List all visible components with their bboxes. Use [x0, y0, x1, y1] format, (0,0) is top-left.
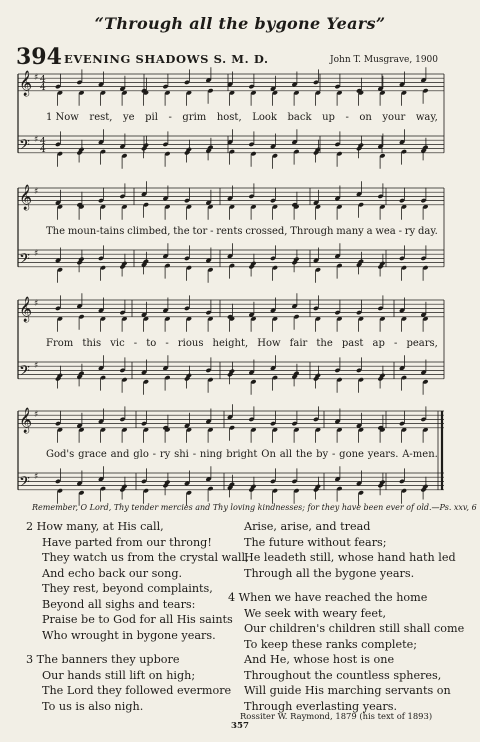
verse-line: Will guide His marching servants on — [244, 684, 451, 697]
lyric-syllable: From — [46, 338, 74, 349]
verse-line: Throughout the countless spheres, — [244, 668, 442, 682]
lyric-syllable: pears, — [406, 338, 438, 349]
music-system — [14, 180, 446, 278]
lyric-syllable: - — [165, 338, 169, 349]
verse-line: They watch us from the crystal wall, — [42, 551, 249, 564]
lyric-syllable: - — [331, 449, 336, 460]
verse-line: Praise be to God for all His saints — [42, 613, 233, 626]
music-system — [14, 292, 446, 390]
svg-text:4: 4 — [40, 83, 46, 93]
lyric-syllable: - — [398, 226, 402, 237]
lyric-syllable: bright — [226, 449, 258, 460]
verse-line: And echo back our song. — [42, 566, 183, 580]
lyric-line — [46, 112, 438, 123]
verse-line: To keep these ranks complete; — [244, 637, 418, 651]
lyric-syllable: and — [110, 449, 130, 460]
hymn-heading: “Through all the bygone Years” — [94, 14, 386, 33]
lyric-syllable: - — [210, 226, 214, 237]
lyric-syllable: 1 Now — [46, 112, 79, 123]
hymn-number: 394 — [16, 44, 62, 70]
tune-name: EVENING SHADOWS S. M. D. — [64, 52, 269, 66]
verse-line: To us is also nigh. — [42, 699, 144, 713]
lyric-syllable: God's — [46, 449, 75, 460]
lyric-syllable: climbed, — [127, 226, 171, 237]
lyric-syllable: all — [279, 449, 293, 460]
svg-text:♯: ♯ — [34, 410, 39, 420]
verse-line: And He, whose host is one — [244, 653, 395, 666]
svg-text:𝄢: 𝄢 — [19, 362, 30, 383]
lyric-syllable: gone — [339, 449, 364, 460]
lyric-syllable: up — [322, 112, 335, 123]
lyric-line — [46, 449, 438, 460]
svg-text:♯: ♯ — [34, 187, 39, 197]
verse-line: Through all the bygone years. — [244, 566, 415, 580]
verse-line: The Lord they followed evermore — [42, 684, 232, 697]
lyric-syllable: many — [336, 226, 364, 237]
svg-text:𝄞: 𝄞 — [19, 184, 33, 210]
music-system — [14, 66, 446, 164]
lyric-syllable: pil — [145, 112, 158, 123]
lyric-syllable: ap — [372, 338, 385, 349]
lyric-syllable: ye — [123, 112, 135, 123]
lyric-syllable: glo — [133, 449, 149, 460]
lyric-syllable: - — [168, 112, 172, 123]
lyric-syllable: On — [261, 449, 276, 460]
verse-line: The future without fears; — [244, 535, 387, 549]
lyric-syllable: grim — [182, 112, 207, 123]
lyric-syllable: - — [192, 449, 197, 460]
lyric-syllable: the — [295, 449, 313, 460]
lyric-syllable: a — [366, 226, 373, 237]
lyric-syllable: past — [341, 338, 364, 349]
lyric-syllable: host, — [216, 112, 242, 123]
lyric-syllable: - — [345, 112, 349, 123]
svg-text:4: 4 — [40, 75, 46, 85]
lyric-line — [46, 338, 438, 349]
svg-text:♯: ♯ — [34, 299, 39, 309]
author-credit: Rossiter W. Raymond, 1879 (his text of 1893) — [240, 711, 433, 721]
verse-line: They rest, beyond complaints, — [42, 582, 213, 595]
verse-line: Our children's children still shall come — [244, 622, 465, 635]
svg-text:𝄢: 𝄢 — [19, 250, 30, 271]
lyric-syllable: The — [46, 226, 66, 237]
svg-text:♯: ♯ — [34, 73, 39, 83]
verse-line: Beyond all sighs and tears: — [42, 597, 196, 611]
lyric-syllable: ry — [159, 449, 171, 460]
svg-text:4: 4 — [40, 137, 46, 147]
verse-line: 4 When we have reached the home — [228, 591, 428, 604]
verse-line: Arise, arise, and tread — [244, 520, 371, 533]
lyric-syllable: - — [393, 338, 398, 349]
svg-text:♯: ♯ — [34, 361, 39, 371]
lyric-syllable: wea — [375, 226, 396, 237]
lyric-syllable: - — [133, 338, 138, 349]
svg-text:♯: ♯ — [34, 472, 39, 482]
svg-text:4: 4 — [40, 145, 46, 155]
svg-text:𝄢: 𝄢 — [19, 136, 30, 157]
scripture-footnote: Remember, O Lord, Thy tender mercies and Thy loving kindnesses; for they have been ever of old.—Ps. xxv, 6 — [32, 503, 477, 512]
verses-right-column — [228, 519, 464, 714]
lyric-syllable: tor — [192, 226, 208, 237]
verses-left-column — [26, 519, 249, 714]
lyric-syllable: A-men. — [402, 449, 438, 460]
lyric-syllable: this — [82, 338, 102, 349]
page-number: 357 — [231, 721, 249, 731]
svg-text:♯: ♯ — [34, 135, 39, 145]
lyric-syllable: the — [316, 338, 333, 349]
lyric-syllable: your — [382, 112, 406, 123]
verse-line: We seek with weary feet, — [244, 606, 387, 620]
lyric-syllable: Look — [252, 112, 277, 123]
lyric-syllable: fair — [289, 338, 308, 349]
lyric-syllable: the — [173, 226, 190, 237]
lyric-syllable: on — [359, 112, 372, 123]
svg-text:𝄞: 𝄞 — [19, 296, 33, 322]
lyric-syllable: moun-tains — [67, 226, 125, 237]
lyric-syllable: Through — [290, 226, 334, 237]
svg-text:♯: ♯ — [34, 249, 39, 259]
lyric-syllable: way, — [415, 112, 438, 123]
lyric-syllable: rest, — [89, 112, 113, 123]
music-system — [14, 403, 446, 501]
lyric-line — [46, 226, 438, 237]
verse-line: 3 The banners they upbore — [26, 653, 180, 666]
lyric-syllable: to — [146, 338, 157, 349]
svg-text:𝄢: 𝄢 — [19, 473, 30, 494]
verse-line: Who wrought in bygone years. — [42, 628, 216, 642]
lyric-syllable: vic — [110, 338, 125, 349]
verse-line: Through everlasting years. — [244, 699, 398, 713]
verse-line: Have parted from our throng! — [42, 535, 212, 549]
svg-text:𝄞: 𝄞 — [19, 70, 33, 96]
lyric-syllable: - — [152, 449, 157, 460]
lyric-syllable: rious — [177, 338, 204, 349]
lyric-syllable: by — [316, 449, 329, 460]
lyric-syllable: back — [287, 112, 312, 123]
lyric-syllable: years. — [367, 449, 399, 460]
lyric-syllable: shi — [174, 449, 189, 460]
lyric-syllable: crossed, — [245, 226, 288, 237]
verse-line: 2 How many, at His call, — [26, 520, 164, 533]
lyric-syllable: grace — [78, 449, 107, 460]
lyric-syllable: ry — [404, 226, 416, 237]
lyric-syllable: rents — [216, 226, 243, 237]
svg-text:𝄞: 𝄞 — [19, 407, 33, 433]
composer-credit: John T. Musgrave, 1900 — [330, 55, 438, 65]
verse-line: Our hands still lift on high; — [42, 668, 196, 682]
lyric-syllable: How — [257, 338, 281, 349]
lyric-syllable: height, — [212, 338, 249, 349]
verse-line: He leadeth still, whose hand hath led — [244, 551, 456, 564]
lyric-syllable: day. — [417, 226, 438, 237]
lyric-syllable: ning — [199, 449, 223, 460]
